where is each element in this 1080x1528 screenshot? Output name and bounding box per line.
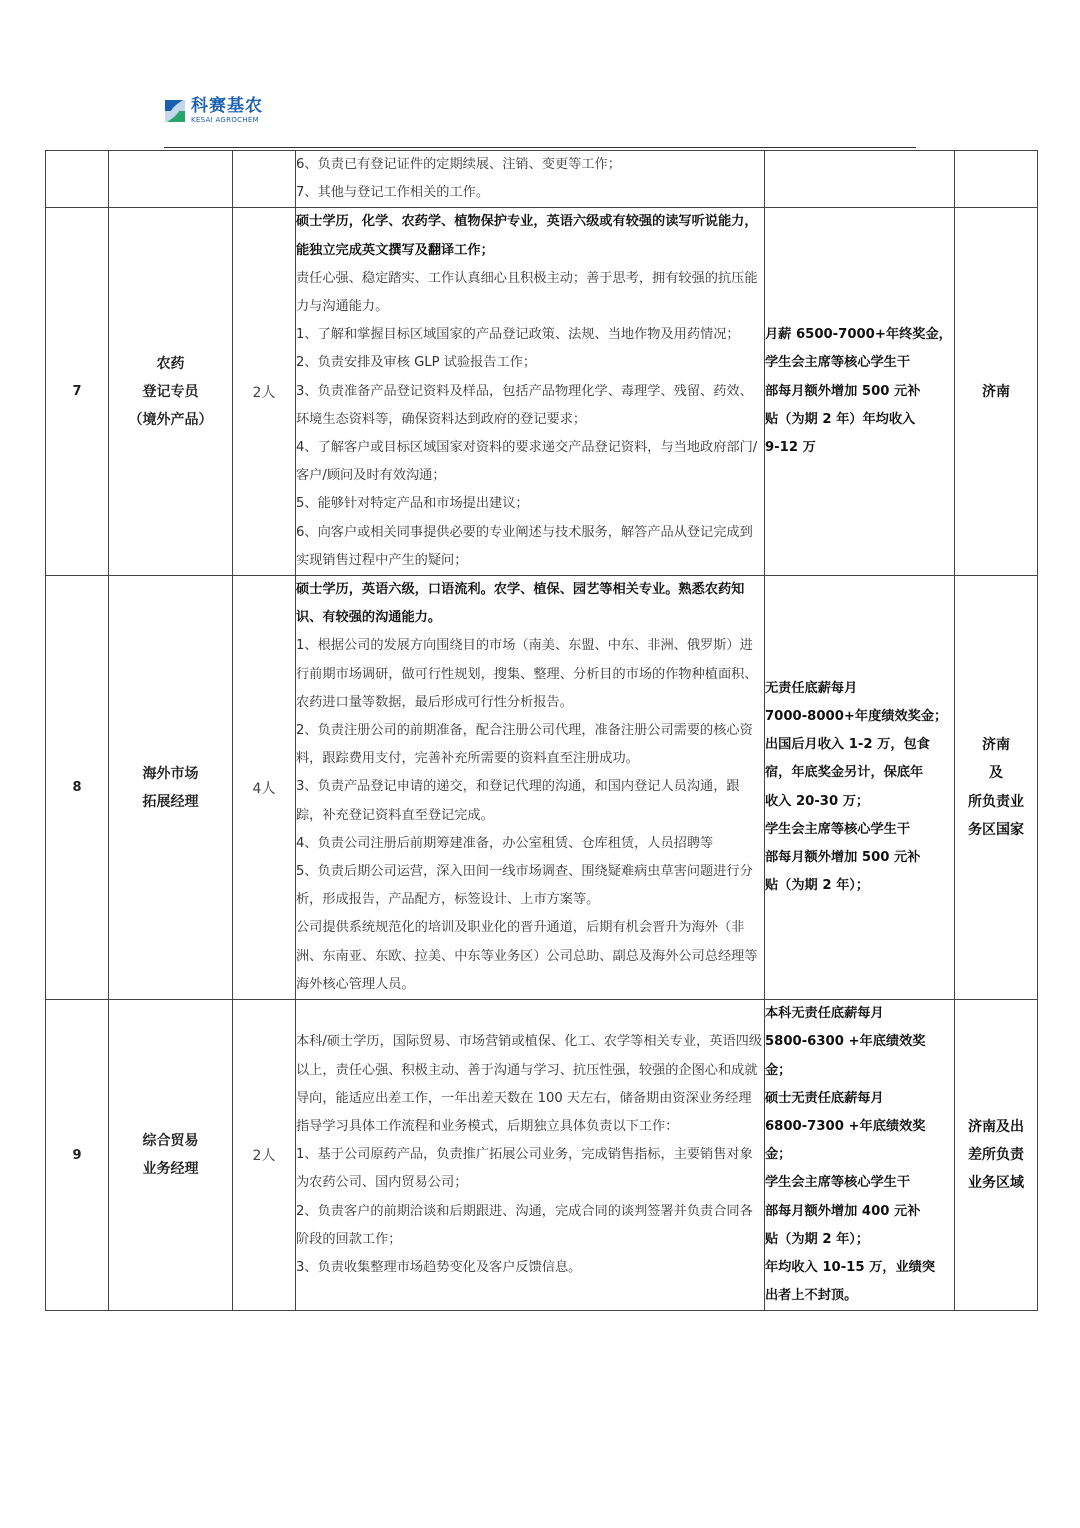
salary-line: 7000-8000+年度绩效奖金；: [765, 708, 948, 724]
salary-line: 学生会主席等核心学生干: [765, 355, 911, 371]
salary-line: 金；: [765, 1062, 792, 1078]
requirement-paragraph: 硕士学历，化学、农药学、植物保护专业，英语六级或有较强的读写听说能力，能独立完成英文撰写及翻译工作；: [296, 214, 758, 258]
salary-line: 年均收入 10-15 万，业绩突: [765, 1259, 936, 1275]
job-title-cell: [109, 1000, 233, 1311]
location-line: 济南及出: [968, 1118, 1024, 1135]
salary-line: 部每月额外增加 400 元补: [765, 1203, 921, 1219]
salary-line: 学生会主席等核心学生干: [765, 1175, 911, 1191]
logo-chinese-name: 科赛基农: [191, 96, 263, 116]
requirement-paragraph: 2、负责客户的前期洽谈和后期跟进、沟通，完成合同的谈判签署并负责合同各阶段的回款工作；: [296, 1203, 753, 1247]
location-line: 及: [989, 765, 1003, 782]
requirements-cell: [296, 576, 765, 1000]
row-number-cell: [46, 208, 109, 576]
requirement-paragraph: 1、了解和掌握目标区域国家的产品登记政策、法规、当地作物及用药情况；: [296, 327, 740, 343]
salary-line: 硕士无责任底薪每月: [765, 1090, 884, 1106]
requirement-paragraph: 3、负责准备产品登记资料及样品，包括产品物理化学、毒理学、残留、药效、环境生态资料等，确保资料达到政府的登记要求；: [296, 383, 753, 427]
headcount-cell: [233, 1000, 296, 1311]
requirement-paragraph: 2、负责安排及审核 GLP 试验报告工作；: [296, 355, 537, 371]
headcount-cell: [233, 151, 296, 208]
requirement-paragraph: 1、根据公司的发展方向围绕目的市场（南美、东盟、中东、非洲、俄罗斯）进行前期市场调研，做可行性规划，搜集、整理、分析目的市场的作物种植面积、农药进口量等数据，最后形成可行性分析报告。: [296, 638, 758, 710]
headcount-cell: [233, 208, 296, 576]
job-title-cell: [109, 151, 233, 208]
location-line: 业务区域: [968, 1175, 1024, 1192]
company-logo: [163, 98, 263, 124]
salary-line: 贴（为期 2 年）年均收入: [765, 411, 916, 427]
salary-line: 无责任底薪每月: [765, 680, 858, 696]
row-number-cell: [46, 576, 109, 1000]
salary-line: 6800-7300 +年底绩效奖: [765, 1118, 926, 1134]
requirement-paragraph: 2、负责注册公司的前期准备，配合注册公司代理，准备注册公司需要的核心资料，跟踪费用支付，完善补充所需要的资料直至注册成功。: [296, 723, 753, 767]
salary-line: 5800-6300 +年底绩效奖: [765, 1034, 926, 1050]
requirement-paragraph: 本科/硕士学历，国际贸易、市场营销或植保、化工、农学等相关专业，英语四级以上，责任心强、积极主动、善于沟通与学习、抗压性强，较强的企图心和成就导向，能适应出差工作，一年出差天数在 100 天左右，储备期由资深业务经理指导学习具体工作流程和业务模式，后期独立具体负责以下工作：: [296, 1034, 763, 1134]
row-number-cell: [46, 151, 109, 208]
page-header: [0, 0, 1080, 160]
location-cell: [955, 576, 1038, 1000]
salary-line: 金；: [765, 1147, 792, 1163]
requirement-paragraph: 责任心强、稳定踏实、工作认真细心且积极主动；善于思考，拥有较强的抗压能力与沟通能力。: [296, 270, 758, 315]
requirement-paragraph: 4、负责公司注册后前期筹建准备，办公室租赁、仓库租赁，人员招聘等: [296, 835, 714, 851]
job-title-line: （境外产品）: [128, 411, 213, 428]
headcount: 2人: [252, 1148, 276, 1165]
requirements-cell: [296, 1000, 765, 1311]
salary-line: 本科无责任底薪每月: [765, 1006, 884, 1022]
salary-line: 部每月额外增加 500 元补: [765, 383, 921, 399]
location-line: 所负责业: [968, 793, 1024, 810]
row-number: 7: [72, 384, 82, 400]
location-cell: [955, 1000, 1038, 1311]
requirement-paragraph: 6、向客户或相关同事提供必要的专业阐述与技术服务，解答产品从登记完成到实现销售过程中产生的疑问；: [296, 524, 753, 568]
requirements-cell: [296, 208, 765, 576]
location-cell: [955, 151, 1038, 208]
job-title-cell: [109, 576, 233, 1000]
requirement-paragraph: 7、其他与登记工作相关的工作。: [296, 185, 490, 201]
requirement-paragraph: 5、负责后期公司运营，深入田间一线市场调查、围绕疑难病虫草害问题进行分析，形成报告，产品配方，标签设计、上市方案等。: [296, 864, 753, 908]
table-row: [46, 208, 1038, 576]
headcount: 4人: [252, 780, 276, 797]
salary-line: 贴（为期 2 年）；: [765, 878, 870, 894]
salary-line: 宿，年底奖金另计，保底年: [765, 765, 924, 781]
salary-line: 月薪 6500-7000+年终奖金，: [765, 327, 952, 343]
header-divider: [164, 147, 916, 148]
job-title-cell: [109, 208, 233, 576]
location-line: 务区国家: [968, 821, 1024, 838]
logo-mark-icon: [163, 98, 187, 124]
requirement-paragraph: 6、负责已有登记证件的定期续展、注销、变更等工作；: [296, 157, 621, 172]
location-cell: [955, 208, 1038, 576]
job-title-line: 登记专员: [142, 383, 199, 400]
requirement-paragraph: 3、负责收集整理市场趋势变化及客户反馈信息。: [296, 1259, 582, 1275]
requirement-paragraph: 公司提供系统规范化的培训及职业化的晋升通道，后期有机会晋升为海外（非洲、东南亚、东欧、拉美、中东等业务区）公司总助、副总及海外公司总经理等海外核心管理人员。: [296, 920, 758, 992]
job-title-line: 农药: [156, 355, 185, 372]
salary-cell: [765, 208, 955, 576]
row-number-cell: [46, 1000, 109, 1311]
location-line: 差所负责: [968, 1147, 1024, 1164]
job-table: [45, 150, 1038, 1311]
table-row: [46, 576, 1038, 1000]
salary-cell: [765, 1000, 955, 1311]
requirements-cell: [296, 151, 765, 208]
requirement-paragraph: 硕士学历，英语六级，口语流利。农学、植保、园艺等相关专业。熟悉农药知识、有较强的沟通能力。: [296, 582, 745, 626]
requirement-paragraph: 5、能够针对特定产品和市场提出建议；: [296, 496, 529, 512]
location-line: 济南: [982, 383, 1010, 400]
job-title-line: 业务经理: [142, 1161, 199, 1178]
salary-line: 出者上不封顶。: [765, 1288, 858, 1304]
salary-line: 收入 20-30 万；: [765, 793, 870, 809]
job-title-line: 拓展经理: [142, 793, 199, 810]
row-number: 8: [72, 780, 82, 796]
requirement-paragraph: 3、负责产品登记申请的递交，和登记代理的沟通，和国内登记人员沟通，跟踪，补充登记资料直至登记完成。: [296, 779, 740, 823]
table-row: [46, 1000, 1038, 1311]
salary-line: 9-12 万: [765, 440, 816, 456]
salary-line: 出国后月收入 1-2 万，包食: [765, 737, 930, 753]
headcount: 2人: [252, 384, 276, 401]
location-line: 济南: [982, 737, 1010, 754]
salary-line: 部每月额外增加 500 元补: [765, 849, 921, 865]
requirement-paragraph: 1、基于公司原药产品，负责推广拓展公司业务，完成销售指标，主要销售对象为农药公司、国内贸易公司；: [296, 1147, 753, 1191]
headcount-cell: [233, 576, 296, 1000]
salary-cell: [765, 576, 955, 1000]
logo-english-name: KESAI AGROCHEM: [191, 116, 259, 124]
requirement-paragraph: 4、了解客户或目标区域国家对资料的要求递交产品登记资料，与当地政府部门/客户/顾问及时有效沟通；: [296, 440, 758, 484]
job-title-line: 海外市场: [142, 765, 199, 782]
job-title-line: 综合贸易: [142, 1133, 199, 1150]
salary-cell: [765, 151, 955, 208]
salary-line: 贴（为期 2 年）；: [765, 1231, 870, 1247]
salary-line: 学生会主席等核心学生干: [765, 821, 911, 837]
row-number: 9: [72, 1147, 82, 1163]
table-row: [46, 151, 1038, 208]
